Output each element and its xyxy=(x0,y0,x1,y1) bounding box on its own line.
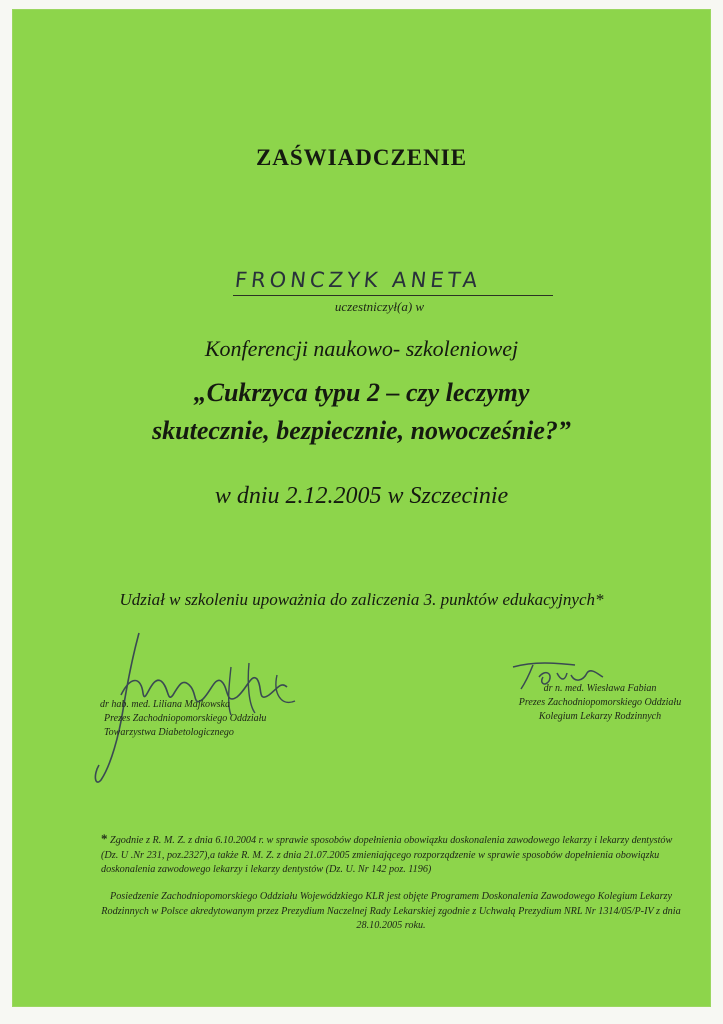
left-signatory-role: Prezes Zachodniopomorskiego Oddziału xyxy=(104,713,267,724)
conference-title xyxy=(13,374,710,450)
left-signatory xyxy=(88,698,348,740)
right-signatory-role: Prezes Zachodniopomorskiego Oddziału xyxy=(518,697,682,708)
footnote-text: Zgodnie z R. M. Z. z dnia 6.10.2004 r. w sprawie sposobów dopełnienia obowiązku doskonalenia zawodowego lekarzy i lekarzy dentystów (Dz. U .Nr 231, poz.2327),a także R. M. Z. z dnia 21.07.2005 zmieniającego rozporządzenie w sprawie sposobów dopełnienia obowiązku doskonalenia zawodowego lekarzy i lekarzy dentystów (Dz. U. Nr 142 poz. 1196) xyxy=(101,835,673,875)
right-signatory-name: dr n. med. Wiesława Fabian xyxy=(543,683,657,694)
date-place: w dniu 2.12.2005 w Szczecinie xyxy=(214,483,509,509)
conference-intro: Konferencji naukowo- szkoleniowej xyxy=(204,336,519,361)
right-signatory xyxy=(485,682,715,724)
points-note: Udział w szkoleniu upoważnia do zaliczenia 3. punktów edukacyjnych* xyxy=(119,590,604,609)
right-signatory-org: Kolegium Lekarzy Rodzinnych xyxy=(538,711,662,722)
conference-title-line-2: skutecznie, bezpiecznie, nowocześnie?” xyxy=(152,416,571,445)
left-signatory-name: dr hab. med. Liliana Majkowska xyxy=(100,699,230,710)
certificate-title: ZAŚWIADCZENIE xyxy=(255,145,468,170)
name-underline xyxy=(233,295,553,296)
accreditation-note: Posiedzenie Zachodniopomorskiego Oddziału Wojewódzkiego KLR jest objęte Programem Doskonalenia Zawodowego Kolegium Lekarzy Rodzinnych w Polsce akredytowanym przez Prezydium Naczelnej Rady Lekarskiej zgodnie z Uchwałą Prezydium NRL Nr 1314/05/P-IV z dnia 28.10.2005 roku. xyxy=(101,891,681,931)
conference-title-line-1: „Cukrzyca typu 2 – czy leczymy xyxy=(193,378,530,407)
legal-footnote xyxy=(101,832,681,878)
footnote-asterisk: * xyxy=(101,831,108,846)
participated-label: uczestniczył(a) w xyxy=(334,299,425,314)
participant-name-handwritten: FRONCZYK ANETA xyxy=(233,268,483,292)
certificate-sheet xyxy=(13,10,710,1006)
left-signatory-org: Towarzystwa Diabetologicznego xyxy=(104,727,234,738)
